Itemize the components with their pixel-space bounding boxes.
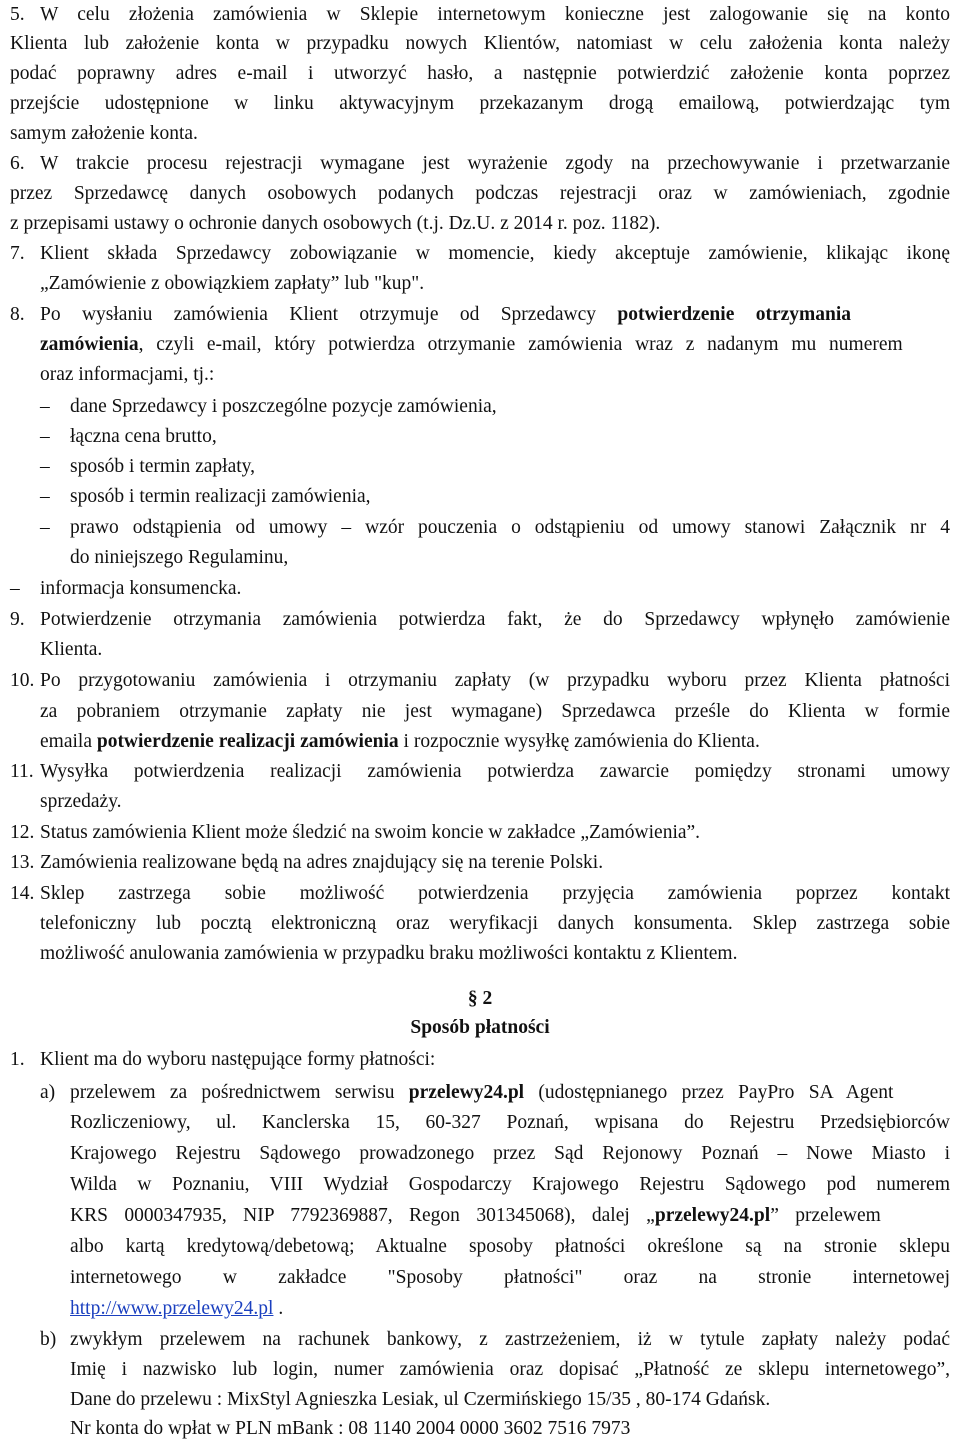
item-5-line-1: W celu złożenia zamówienia w Sklepie internetowym konieczne jest zalogowanie się na konto bbox=[40, 4, 950, 25]
payment-a-line-1-start: przelewem za pośrednictwem serwisu bbox=[70, 1082, 409, 1103]
item-9-line-2: Klienta. bbox=[40, 639, 103, 660]
payment-b-line-2: Imię i nazwisko lub login, numer zamówienia oraz dopisać „Płatność ze sklepu internetowego”, bbox=[70, 1359, 950, 1380]
item-7-line-2: „Zamówienie z obowiązkiem zapłaty” lub "kup". bbox=[40, 273, 425, 294]
item-11-line-1: Wysyłka potwierdzenia realizacji zamówienia potwierdza zawarcie pomiędzy stronami umowy bbox=[40, 761, 950, 782]
item-8-number: 8. bbox=[10, 304, 25, 325]
payment-1-number: 1. bbox=[10, 1049, 25, 1070]
item-14-line-3: możliwość anulowania zamówienia w przypadku braku możliwości kontaktu z Klientem. bbox=[40, 943, 738, 964]
item-11-number: 11. bbox=[10, 761, 34, 782]
item-8-detail-5-line-2: do niniejszego Regulaminu, bbox=[70, 547, 289, 568]
payment-a-line-2: Rozliczeniowy, ul. Kanclerska 15, 60-327 Poznań, wpisana do Rejestru Przedsiębiorców bbox=[70, 1112, 950, 1133]
item-11-line-2: sprzedaży. bbox=[40, 791, 122, 812]
item-14-line-1: Sklep zastrzega sobie możliwość potwierdzenia przyjęcia zamówienia poprzez kontakt bbox=[40, 883, 950, 904]
payment-b-line-4: Nr konta do wpłat w PLN mBank : 08 1140 2004 0000 3602 7516 7973 bbox=[70, 1418, 631, 1439]
dash-bullet: – bbox=[40, 426, 50, 447]
payment-a-label: a) bbox=[40, 1082, 56, 1103]
dash-bullet: – bbox=[10, 578, 20, 599]
payment-a-line-1-end: (udostępnianego przez PayPro SA Agent bbox=[524, 1082, 894, 1103]
payment-a-line-5 bbox=[70, 1201, 881, 1231]
item-14-number: 14. bbox=[10, 883, 35, 904]
item-10-line-2: za pobraniem otrzymanie zapłaty nie jest wymagane) Sprzedawca prześle do Klienta w formie bbox=[40, 701, 950, 722]
item-14-line-2: telefoniczny lub pocztą elektroniczną oraz weryfikacji danych konsumenta. Sklep zastrzega sobie bbox=[40, 913, 950, 934]
item-8-line-2-bold: zamówienia bbox=[40, 334, 139, 355]
dash-bullet: – bbox=[40, 486, 50, 507]
payment-b-label: b) bbox=[40, 1329, 57, 1350]
item-8-line-1-text: Po wysłaniu zamówienia Klient otrzymuje od Sprzedawcy bbox=[40, 304, 618, 325]
item-6-line-2: przez Sprzedawcę danych osobowych podanych podczas rejestracji oraz w zamówieniach, zgodnie bbox=[10, 183, 950, 204]
przelewy24-link[interactable]: http://www.przelewy24.pl bbox=[70, 1298, 274, 1319]
dash-bullet: – bbox=[40, 517, 50, 538]
item-6-line-1: W trakcie procesu rejestracji wymagane jest wyrażenie zgody na przechowywanie i przetwarzanie bbox=[40, 153, 950, 174]
item-8-line-2-text: , czyli e-mail, który potwierdza otrzymanie zamówienia wraz z nadanym mu numerem bbox=[138, 334, 903, 355]
payment-a-line-4: Wilda w Poznaniu, VIII Wydział Gospodarczy Krajowego Rejestru Sądowego pod numerem bbox=[70, 1174, 950, 1195]
dash-bullet: – bbox=[40, 456, 50, 477]
item-8-detail-6: informacja konsumencka. bbox=[40, 578, 242, 599]
item-9-number: 9. bbox=[10, 609, 25, 630]
payment-a-line-6: albo kartą kredytową/debetową; Aktualne sposoby płatności określone są na stronie sklepu bbox=[70, 1236, 950, 1257]
item-7-line-1: Klient składa Sprzedawcy zobowiązanie w momencie, kiedy akceptuje zamówienie, klikając ikonę bbox=[40, 243, 950, 264]
payment-b-line-3: Dane do przelewu : MixStyl Agnieszka Lesiak, ul Czermińskiego 15/35 , 80-174 Gdańsk. bbox=[70, 1389, 771, 1410]
payment-a-line-3: Krajowego Rejestru Sądowego prowadzonego przez Sąd Rejonowy Poznań – Nowe Miasto i bbox=[70, 1143, 950, 1164]
item-5-line-4: przejście udostępnione w linku aktywacyjnym przekazanym drogą emailową, potwierdzając tym bbox=[10, 93, 950, 114]
item-7-number: 7. bbox=[10, 243, 25, 264]
item-5-line-2: Klienta lub założenie konta w przypadku nowych Klientów, natomiast w celu założenia konta należy bbox=[10, 33, 950, 54]
payment-a-line-1 bbox=[70, 1078, 893, 1108]
item-8-detail-5-line-1: prawo odstąpienia od umowy – wzór pouczenia o odstąpieniu od umowy stanowi Załącznik nr 4 bbox=[70, 517, 950, 538]
item-12-number: 12. bbox=[10, 822, 35, 843]
item-5-line-3: podać poprawny adres e-mail i utworzyć hasło, a następnie potwierdzić założenie konta poprzez bbox=[10, 63, 950, 84]
item-6-line-3: z przepisami ustawy o ochronie danych osobowych (t.j. Dz.U. z 2014 r. poz. 1182). bbox=[10, 213, 661, 234]
item-10-line-3-end: i rozpocznie wysyłkę zamówienia do Klienta. bbox=[398, 731, 760, 752]
item-8-detail-2: łączna cena brutto, bbox=[70, 426, 217, 447]
payment-a-line-8 bbox=[70, 1294, 283, 1324]
item-13-number: 13. bbox=[10, 852, 35, 873]
item-8-line-3: oraz informacjami, tj.: bbox=[40, 364, 215, 385]
payment-a-line-7: internetowego w zakładce "Sposoby płatności" oraz na stronie internetowej bbox=[70, 1267, 950, 1288]
payment-a-line-5-bold: przelewy24.pl bbox=[654, 1205, 771, 1226]
payment-a-line-5-start: KRS 0000347935, NIP 7792369887, Regon 301345068), dalej „ bbox=[70, 1205, 655, 1226]
item-10-number: 10. bbox=[10, 670, 35, 691]
item-10-line-3-bold: potwierdzenie realizacji zamówienia bbox=[96, 731, 399, 752]
item-8-detail-1: dane Sprzedawcy i poszczególne pozycje zamówienia, bbox=[70, 396, 497, 417]
payment-1-text: Klient ma do wyboru następujące formy płatności: bbox=[40, 1049, 436, 1070]
item-13-line-1: Zamówienia realizowane będą na adres znajdujący się na terenie Polski. bbox=[40, 852, 604, 873]
payment-a-line-8-end: . bbox=[273, 1298, 284, 1319]
payment-a-line-5-end: ” przelewem bbox=[770, 1205, 881, 1226]
item-5-line-5: samym założenie konta. bbox=[10, 123, 198, 144]
payment-b-line-1: zwykłym przelewem na rachunek bankowy, z zastrzeżeniem, iż w tytule zapłaty należy podać bbox=[70, 1329, 950, 1350]
item-10-line-1: Po przygotowaniu zamówienia i otrzymaniu zapłaty (w przypadku wyboru przez Klienta płatności bbox=[40, 670, 950, 691]
item-8-line-1-bold: potwierdzenie otrzymania bbox=[617, 304, 852, 325]
item-10-line-3-start: emaila bbox=[40, 731, 97, 752]
item-8-detail-4: sposób i termin realizacji zamówienia, bbox=[70, 486, 371, 507]
item-8-line-1 bbox=[40, 300, 851, 330]
payment-a-line-1-bold: przelewy24.pl bbox=[408, 1082, 525, 1103]
section-number: § 2 bbox=[467, 988, 493, 1009]
item-5-number: 5. bbox=[10, 4, 25, 25]
section-title: Sposób płatności bbox=[410, 1017, 550, 1038]
item-9-line-1: Potwierdzenie otrzymania zamówienia potwierdza fakt, że do Sprzedawcy wpłynęło zamówienie bbox=[40, 609, 950, 630]
item-12-line-1: Status zamówienia Klient może śledzić na swoim koncie w zakładce „Zamówienia”. bbox=[40, 822, 701, 843]
item-6-number: 6. bbox=[10, 153, 25, 174]
item-8-detail-3: sposób i termin zapłaty, bbox=[70, 456, 256, 477]
dash-bullet: – bbox=[40, 396, 50, 417]
item-10-line-3 bbox=[40, 727, 760, 757]
item-8-line-2 bbox=[40, 330, 903, 360]
